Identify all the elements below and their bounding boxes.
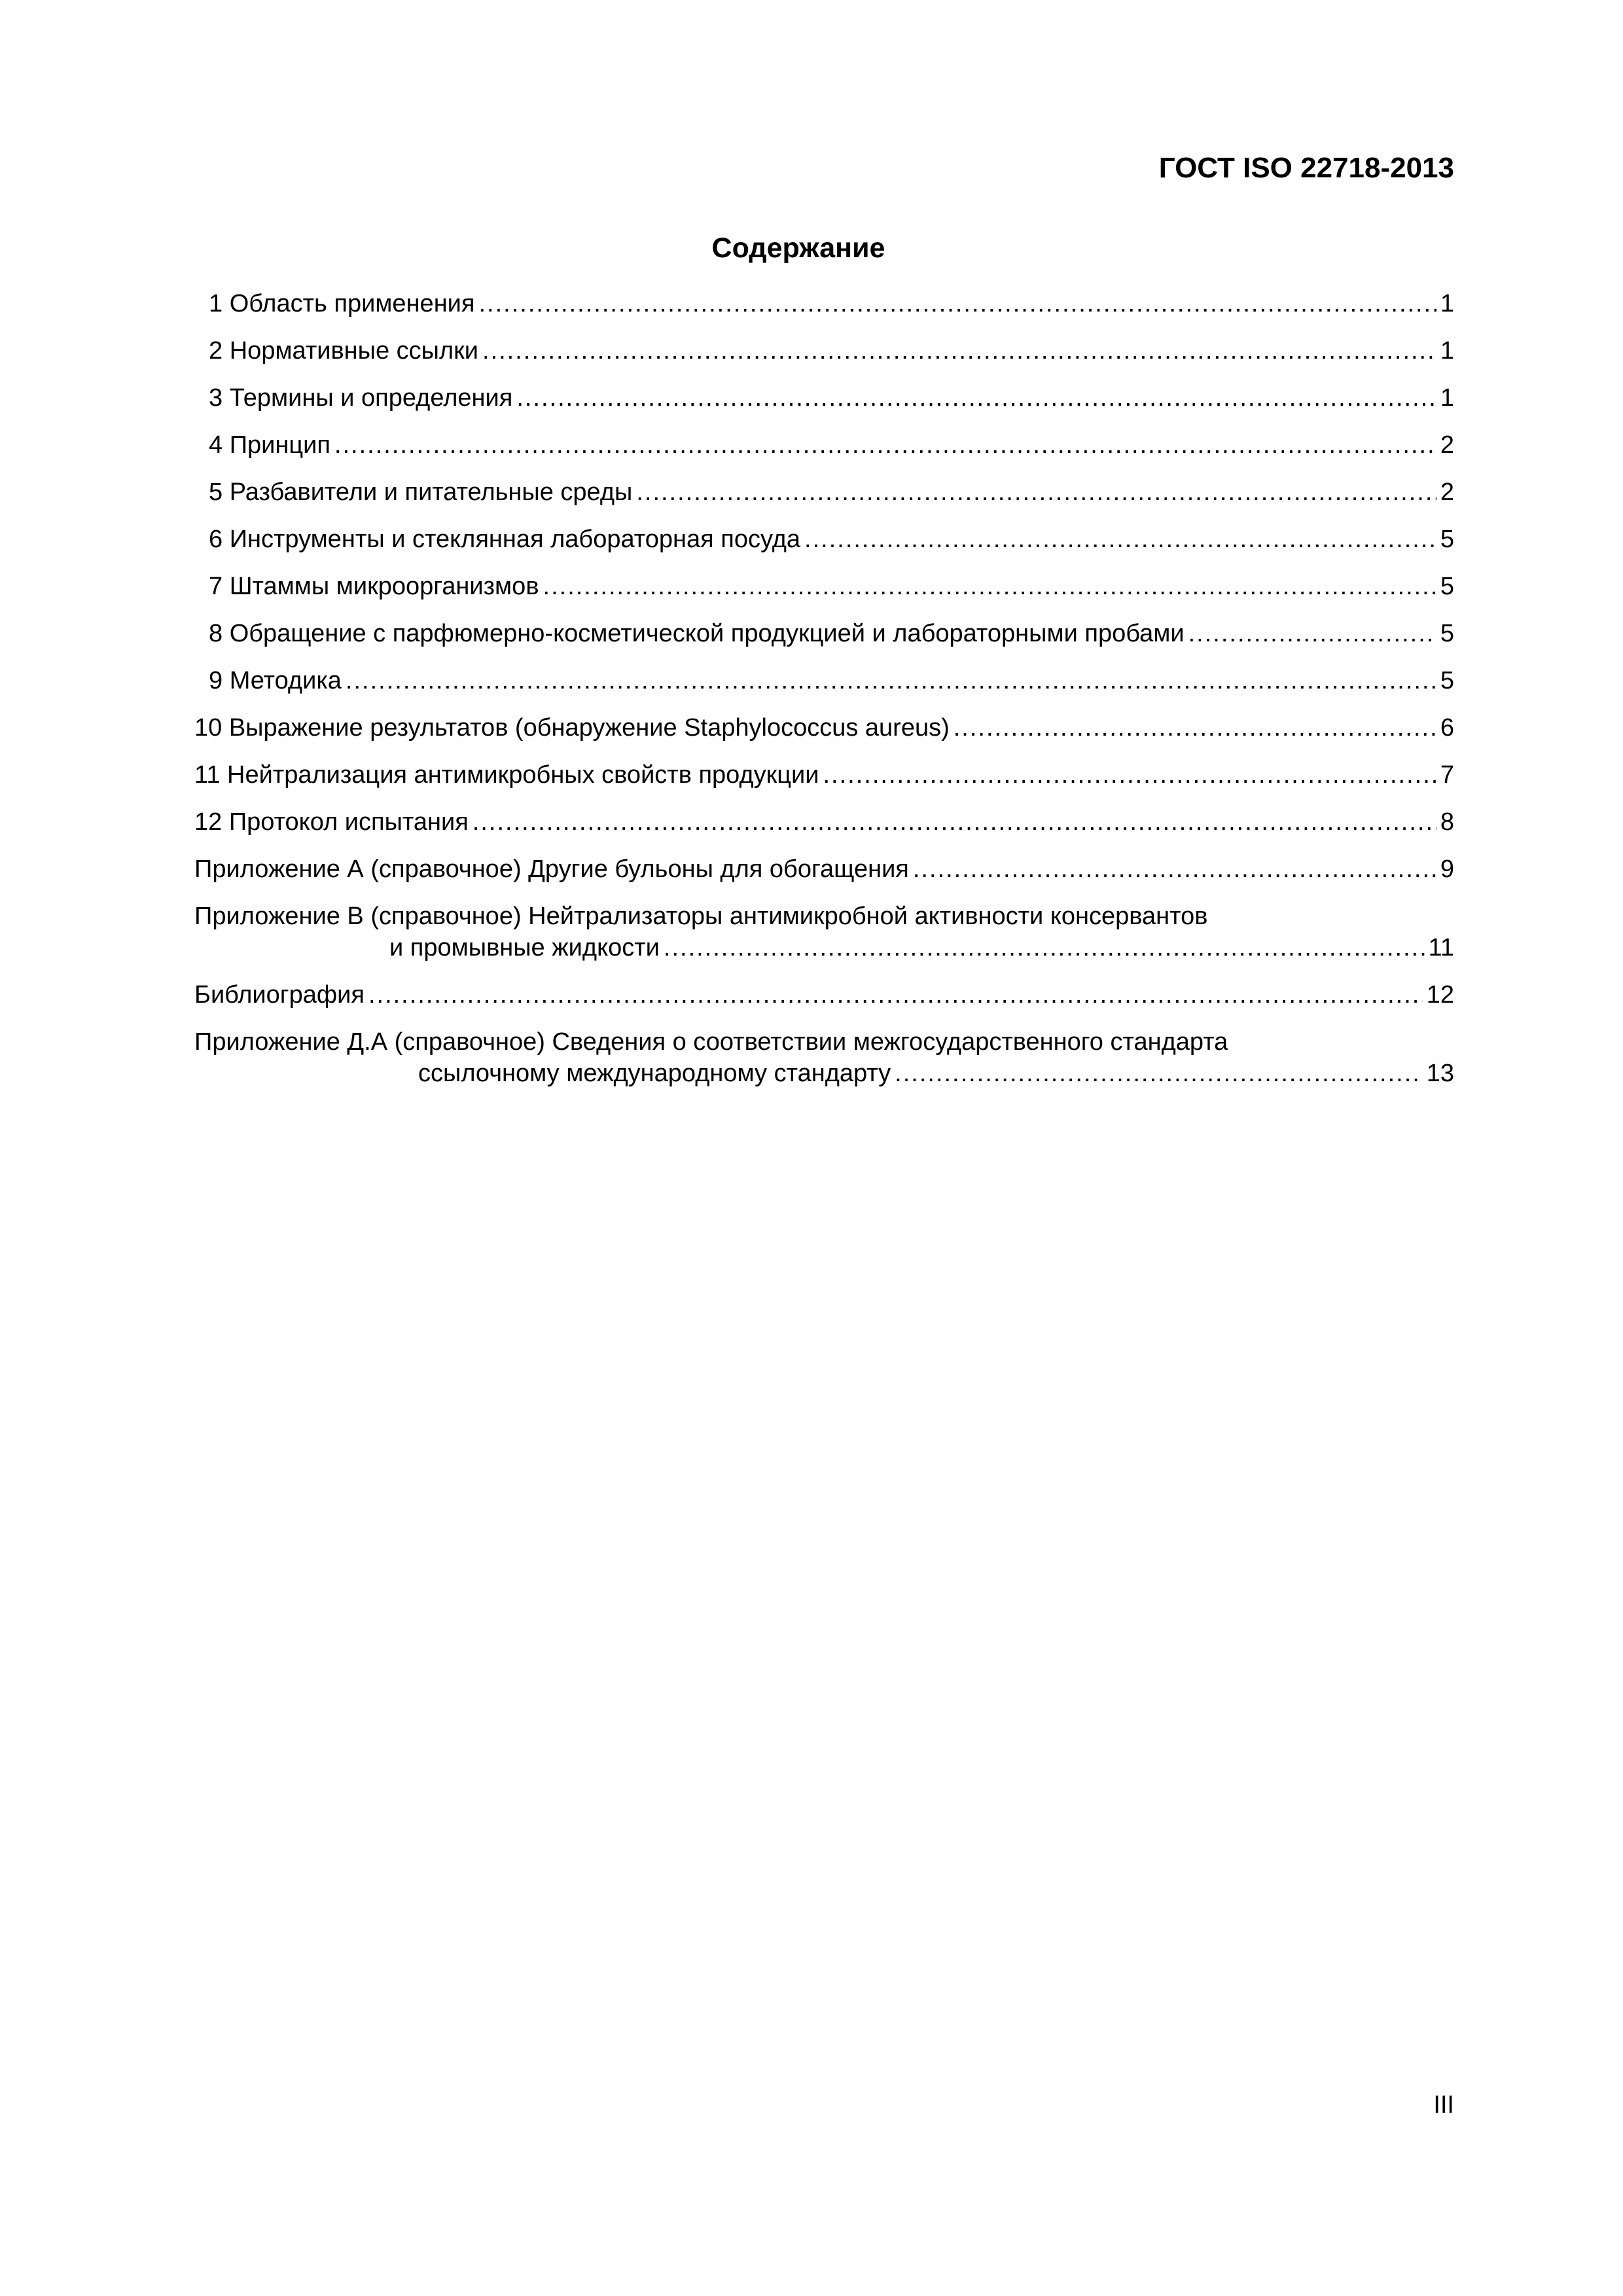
toc-entry-page: 5 — [1440, 667, 1454, 694]
document-code: ГОСТ ISO 22718-2013 — [1158, 152, 1454, 184]
toc-entry-text: 7 Штаммы микроорганизмов — [209, 573, 539, 600]
toc-leader-dots — [482, 335, 1436, 367]
toc-entry[interactable] — [194, 901, 1454, 963]
toc-entry-text: 1 Область применения — [209, 290, 475, 317]
toc-leader-dots — [473, 806, 1436, 838]
toc-entry-page: 5 — [1440, 620, 1454, 647]
toc-entry-text: 12 Протокол испытания — [194, 808, 469, 836]
toc-entry-text-continuation: и промывные жидкости — [389, 934, 660, 961]
toc-entry-page: 12 — [1426, 981, 1454, 1009]
toc-entry[interactable] — [194, 571, 1454, 602]
toc-leader-dots — [636, 476, 1436, 508]
toc-entry[interactable] — [194, 476, 1454, 508]
toc-leader-dots — [346, 665, 1436, 696]
toc-entry-text: 9 Методика — [209, 667, 342, 694]
toc-entry[interactable] — [194, 979, 1454, 1011]
toc-entry-page: 2 — [1440, 431, 1454, 459]
table-of-contents — [194, 288, 1454, 1105]
toc-entry-text: Приложение Д.А (справочное) Сведения о соответствии межгосударственного стандарта — [194, 1028, 1228, 1056]
toc-entry-text: 6 Инструменты и стеклянная лабораторная посуда — [209, 526, 801, 553]
toc-entry-page: 8 — [1440, 808, 1454, 836]
toc-entry-text: Библиография — [194, 981, 365, 1009]
toc-leader-dots — [954, 712, 1436, 744]
toc-leader-dots — [895, 1058, 1423, 1089]
toc-entry[interactable] — [194, 618, 1454, 649]
toc-entry[interactable] — [194, 429, 1454, 461]
toc-entry-page: 11 — [1428, 934, 1454, 961]
toc-leader-dots — [1188, 618, 1436, 649]
toc-leader-dots — [804, 524, 1436, 555]
toc-leader-dots — [516, 382, 1436, 414]
toc-entry-page: 2 — [1440, 478, 1454, 506]
toc-title: Содержание — [711, 232, 885, 264]
toc-entry-text: 5 Разбавители и питательные среды — [209, 478, 633, 506]
toc-leader-dots — [664, 932, 1425, 963]
toc-entry-text: 11 Нейтрализация антимикробных свойств продукции — [194, 761, 819, 789]
toc-entry[interactable] — [194, 806, 1454, 838]
toc-leader-dots — [334, 429, 1436, 461]
toc-entry-text: 3 Термины и определения — [209, 384, 513, 412]
toc-leader-dots — [913, 853, 1436, 885]
toc-entry[interactable] — [194, 712, 1454, 744]
toc-entry[interactable] — [194, 524, 1454, 555]
toc-entry-page: 1 — [1440, 337, 1454, 365]
toc-leader-dots — [478, 288, 1436, 319]
toc-entry-page: 1 — [1440, 290, 1454, 317]
toc-entry-page: 1 — [1440, 384, 1454, 412]
toc-entry-page: 9 — [1440, 855, 1454, 883]
toc-entry-page: 5 — [1440, 526, 1454, 553]
toc-leader-dots — [368, 979, 1423, 1011]
toc-entry[interactable] — [194, 1026, 1454, 1089]
toc-entry-page: 13 — [1426, 1060, 1454, 1087]
toc-leader-dots — [823, 759, 1436, 791]
toc-entry[interactable] — [194, 853, 1454, 885]
page-number: III — [1433, 2091, 1454, 2119]
toc-entry-text: 4 Принцип — [209, 431, 330, 459]
toc-entry[interactable] — [194, 665, 1454, 696]
toc-entry[interactable] — [194, 382, 1454, 414]
toc-leader-dots — [543, 571, 1436, 602]
toc-entry-text: Приложение А (справочное) Другие бульоны для обогащения — [194, 855, 909, 883]
toc-entry-page: 5 — [1440, 573, 1454, 600]
toc-entry[interactable] — [194, 335, 1454, 367]
toc-entry-text: 10 Выражение результатов (обнаружение Staphylococcus aureus) — [194, 714, 950, 742]
toc-entry[interactable] — [194, 288, 1454, 319]
toc-entry-text: 2 Нормативные ссылки — [209, 337, 478, 365]
toc-entry-text: 8 Обращение с парфюмерно-косметической продукцией и лабораторными пробами — [209, 620, 1185, 647]
toc-entry[interactable] — [194, 759, 1454, 791]
toc-entry-page: 6 — [1440, 714, 1454, 742]
toc-entry-text-continuation: ссылочному международному стандарту — [418, 1060, 891, 1087]
toc-entry-text: Приложение В (справочное) Нейтрализаторы антимикробной активности консервантов — [194, 903, 1208, 930]
toc-entry-page: 7 — [1440, 761, 1454, 789]
